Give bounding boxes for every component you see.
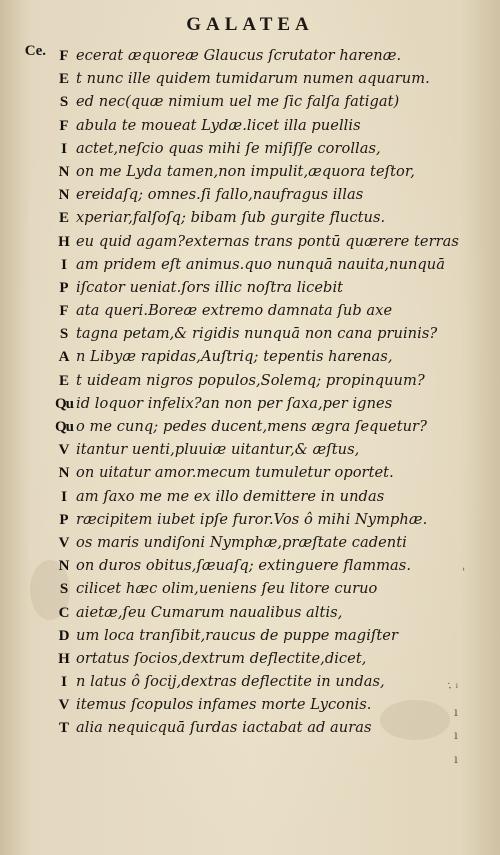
verse-text: on uitatur amor.mecum tumuletur oportet.	[76, 464, 394, 482]
verse-line	[52, 206, 472, 229]
verse-text: iſcator ueniat.ſors illic noſtra licebit	[76, 278, 344, 296]
verse-initial: I	[61, 256, 67, 273]
verse-initial: E	[58, 372, 69, 389]
verse-line	[52, 369, 472, 392]
verse-text: id loquor infelix?an non per ſaxa,per ignes	[76, 394, 393, 412]
verse-initial: P	[59, 511, 69, 528]
verse-text: ecerat æquoreæ Glaucus ſcrutator harenæ.	[76, 47, 402, 64]
verse-initial: F	[59, 48, 69, 64]
verse-text: on duros obitus,ſæuaſq; extinguere flammas.	[76, 557, 412, 575]
verse-initial: P	[59, 279, 69, 296]
verse-initial: I	[61, 488, 67, 505]
verse-line	[52, 670, 472, 693]
verse-text: on me Lyda tamen,non impulit,æquora teſtor,	[76, 162, 415, 180]
verse-initial: C	[58, 604, 70, 621]
verse-initial: N	[58, 163, 70, 180]
verse-line	[52, 485, 472, 508]
verse-line	[52, 44, 472, 67]
verse-text: am pridem eſt animus.quo nunquā nauita,nunquā	[76, 255, 445, 273]
verse-line	[52, 160, 472, 183]
verse-initial: I	[61, 674, 67, 691]
verse-line	[52, 253, 472, 276]
verse-line	[52, 508, 472, 531]
margin-mark: ı	[454, 705, 458, 719]
verse-text: abula te moueat Lydæ.licet illa puellis	[76, 116, 361, 134]
verse-initial: T	[58, 720, 69, 737]
verse-text: ata queri.Boreæ extremo damnata ſub axe	[76, 302, 393, 320]
verse-line	[52, 438, 472, 461]
verse-initial: N	[58, 187, 70, 204]
verse-text: actet,neſcio quas mihi ſe miſiſſe corollas,	[76, 139, 381, 157]
verse-line	[52, 345, 472, 368]
verse-line	[52, 276, 472, 299]
verse-text: ed nec(quæ nimium uel me ſic falſa fatigat)	[76, 93, 400, 111]
verse-line	[52, 461, 472, 484]
verse-line	[52, 716, 472, 739]
verse-initial: V	[58, 442, 70, 459]
verse-text: am ſaxo me me ex illo demittere in undas	[76, 487, 385, 505]
verse-text: aietæ,ſeu Cumarum naualibus altis,	[76, 603, 343, 621]
verse-text: t uideam nigros populos,Solemq; propinquum?	[76, 371, 425, 389]
verse-text: cilicet hæc olim,ueniens ſeu litore curuo	[76, 580, 378, 598]
verse-line	[52, 299, 472, 322]
verse-line	[52, 322, 472, 345]
verse-initial: S	[59, 581, 69, 598]
verse-text: ereidaſq; omnes.ſi fallo,naufragus illas	[76, 186, 364, 204]
verse-line	[52, 647, 472, 670]
verse-line	[52, 137, 472, 160]
margin-mark: ·̇ ⁱ	[448, 681, 459, 695]
verse-initial: V	[58, 534, 70, 551]
verse-line	[52, 183, 472, 206]
verse-initial: V	[58, 697, 70, 714]
verse-line	[52, 624, 472, 647]
verse-initial: Qu	[54, 419, 73, 435]
margin-mark: ı	[454, 752, 458, 766]
verse-text: xperiar,falſoſq; bibam ſub gurgite fluctus.	[76, 209, 386, 227]
margin-mark: ˈ	[462, 566, 466, 580]
verse-initial: H	[58, 650, 70, 667]
margin-mark: ı	[454, 728, 458, 742]
speaker-label: Ce.	[24, 43, 46, 59]
verse-line	[52, 693, 472, 716]
verse-text: ortatus ſocios,dextrum deflectite,dicet,	[76, 649, 367, 667]
running-head: GALATEA	[186, 14, 314, 35]
verse-initial: I	[61, 140, 67, 157]
verse-line	[52, 230, 472, 253]
verse-text: o me cunq; pedes ducent,mens ægra ſequetur?	[76, 418, 427, 435]
verse-text: n latus ô ſocij,dextras deflectite in undas,	[76, 673, 385, 691]
verse-initial: N	[58, 558, 70, 575]
verse-line	[52, 392, 472, 415]
verse-line	[52, 67, 472, 90]
verse-line	[52, 415, 472, 438]
verse-text: tagna petam,& rigidis nunquā non cana pruinis?	[76, 325, 438, 343]
verse-line	[52, 90, 472, 113]
verse-initial: F	[59, 303, 69, 320]
verse-lines	[52, 44, 472, 740]
verse-text: alia nequicquā ſurdas iactabat ad auras	[76, 719, 372, 737]
verse-initial: S	[59, 326, 69, 343]
verse-line	[52, 554, 472, 577]
verse-initial: Qu	[54, 395, 73, 412]
verse-text: um loca tranſibit,raucus de puppe magiſter	[76, 626, 398, 644]
verse-initial: D	[58, 627, 70, 644]
verse-initial: E	[58, 71, 69, 88]
verse-initial: S	[59, 94, 69, 111]
verse-text: n Libyæ rapidas,Auſtriq; tepentis harenas,	[76, 348, 393, 366]
verse-initial: H	[58, 233, 70, 250]
verse-initial: F	[59, 117, 69, 134]
verse-text: itantur uenti,pluuiæ uitantur,& æſtus,	[76, 441, 360, 459]
verse-line	[52, 577, 472, 600]
verse-text: t nunc ille quidem tumidarum numen aquarum.	[76, 70, 430, 88]
verse-text: eu quid agam?externas trans pontū quærere terras	[76, 232, 459, 250]
verse-line	[52, 114, 472, 137]
verse-line	[52, 601, 472, 624]
verse-text: itemus ſcopulos infames morte Lyconis.	[76, 696, 372, 714]
verse-line	[52, 531, 472, 554]
verse-initial: A	[58, 349, 70, 366]
verse-text: ræcipitem iubet ipſe furor.Vos ô mihi Nymphæ.	[76, 510, 428, 528]
verse-text: os maris undiſoni Nymphæ,præſtate cadenti	[76, 533, 407, 551]
verse-initial: E	[58, 210, 69, 227]
verse-initial: N	[58, 465, 70, 482]
